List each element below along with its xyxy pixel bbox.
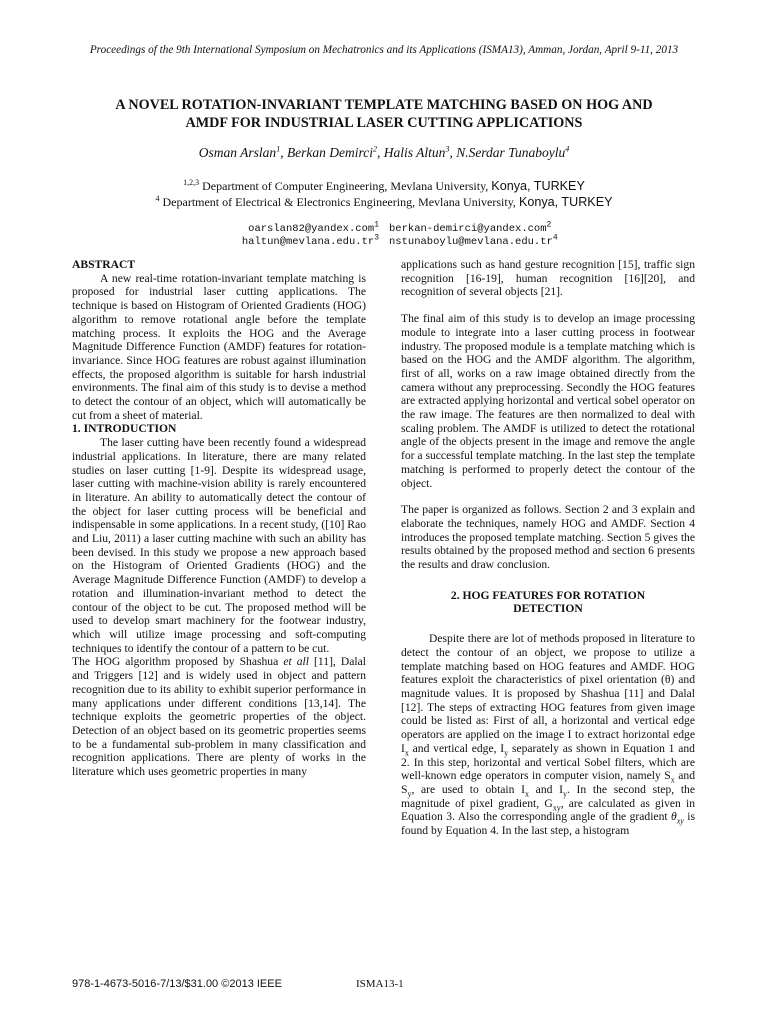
author-name: N.Serdar Tunaboylu: [456, 145, 566, 160]
author-name: Osman Arslan: [198, 145, 277, 160]
author-name: Halis Altun: [383, 145, 446, 160]
affiliation-line: [0, 178, 768, 194]
affil-location: Konya, TURKEY: [491, 179, 585, 193]
intro-paragraph-1: The laser cutting have been recently found a widespread industrial applications. In literature, there are many related studies on laser cutting [1-9]. Despite its widespread usage, laser cutting with machine-vision ability is rarely encountered in literature. An ability to automatically detect the contour of the object for laser cutting process will be beneficial and indispensable in some applications. In a recent study, ([10] Rao and Liu, 2011) a laser cutting machine with such an ability has been devised. In this study we propose a new approach based on the Histogram of Oriented Gradients (HOG) and the Average Magnitude Difference Function (AMDF) to develop a rotation and illumination-invariant method to detect the contour of the object to be cut. The proposed method will be used to develop smart machinery for the footwear industry, which will utilize image processing and soft-computing techniques to identify the contour of a pattern to be cut.: [72, 436, 366, 655]
email-address[interactable]: berkan-demirci@yandex.com: [389, 223, 547, 235]
author-affil-mark: 3: [445, 144, 450, 154]
email-address[interactable]: nstunaboylu@mevlana.edu.tr: [389, 236, 553, 248]
section-2-heading: [401, 589, 695, 616]
author-affil-mark: 1: [276, 144, 281, 154]
email-mark: 3: [374, 233, 379, 243]
email-mark: 1: [374, 220, 379, 230]
abstract-heading: ABSTRACT: [72, 258, 136, 271]
affil-mark: 1,2,3: [183, 178, 200, 187]
intro-text: [11], Dalal and Triggers [12] and is widely used in object and pattern recognition due to its ability to exhibit superior performance in many applications under different conditions [13,14]. The technique exploits the geometric properties of the object. Detection of an object based on its geometric properties seems to be a fundamental sub-problem in many classification and recognition applications. There are plenty of works in the literature which uses geometric properties in many: [72, 655, 366, 779]
author-list: Osman Arslan$^1$, Berkan Demirci$^2$, Halis Altun$^3$, N.Serdar Tunaboylu$^4$: [198, 144, 570, 160]
affil-dept: Department of Electrical & Electronics Engineering, Mevlana University,: [162, 195, 516, 209]
abstract-text: A new real-time rotation-invariant template matching is proposed for industrial laser cutting applications. The technique is based on Histogram of Oriented Gradients (HOG) algorithm to remove rotational angle before the template matching process. It exploits the HOG and the Average Magnitude Difference Function (AMDF) features for rotation-invariance. Since HOG features are robust against illumination effects, the proposed algorithm is suitable for harsh industrial environments. The final aim of this study is to devise a method to detect the contour of an object, which will automatically be cut from a sheet of material.: [72, 271, 366, 422]
right-paragraph-3: The paper is organized as follows. Section 2 and 3 explain and elaborate the techniques, namely HOG and AMDF. Section 4 introduces the proposed template matching. Section 5 gives the results obtained by the proposed method and section 6 presents the results and draw conclusion.: [401, 503, 695, 572]
affiliation-line: [0, 194, 768, 210]
section-2-heading-line: 2. HOG FEATURES FOR ROTATION: [450, 588, 646, 602]
affiliations: [0, 178, 768, 210]
intro-paragraph-2: [72, 655, 366, 778]
intro-text-italic: et all: [283, 655, 309, 669]
intro-text: The HOG algorithm proposed by Shashua: [72, 655, 279, 669]
footer-page-id: ISMA13-1: [356, 978, 404, 990]
author-affil-mark: 4: [565, 144, 570, 154]
affil-location: Konya, TURKEY: [518, 195, 613, 209]
paper-title: [60, 96, 708, 132]
left-column: [72, 258, 366, 779]
right-column: [401, 258, 695, 838]
running-head: Proceedings of the 9th International Symposium on Mechatronics and its Applications (ISMA13), Amman, Jordan, April 9-11, 2013: [89, 44, 679, 56]
email-mark: 2: [546, 220, 552, 230]
author-affil-mark: 2: [373, 144, 378, 154]
email-block: [0, 220, 768, 249]
affil-dept: Department of Computer Engineering, Mevlana University,: [202, 179, 489, 193]
author-name: Berkan Demirci: [286, 145, 374, 160]
right-paragraph-1: applications such as hand gesture recognition [15], traffic sign recognition [16-19], human recognition [16][20], and recognition of several objects [21].: [401, 258, 695, 299]
email-address[interactable]: haltun@mevlana.edu.tr: [241, 236, 375, 248]
section-2-paragraph: Despite there are lot of methods proposed in literature to detect the contour of an object, we propose to utilize a template matching based on HOG features and AMDF. HOG features exploit the characteristics of pixel orientation (θ) and magnitude values. It is proposed by Shashua [11] and Dalal [12]. The steps of extracting HOG features from given image could be listed as: First of all, a horizontal and vertical edge operators are applied on the image I to extract horizontal edge $I_x$ and vertical edge, $I_y$ separately as shown in Equation 1 and 2. In this step, horizontal and vertical Sobel filters, which are well-known edge operators in computer vision, namely $S_x$ and $S_y$, are used to obtain $I_x$ and $I_y$. In the second step, the magnitude of pixel gradient, $G_{xy}$, are calculated as given in Equation 3. Also the corresponding angle of the gradient $\theta_{xy}$ is found by Equation 4. In the last step, a histogram: [401, 632, 696, 838]
title-line-1: A NOVEL ROTATION-INVARIANT TEMPLATE MATCHING BASED ON HOG AND: [115, 97, 653, 113]
title-line-2: AMDF FOR INDUSTRIAL LASER CUTTING APPLICATIONS: [185, 115, 583, 131]
right-paragraph-2: The final aim of this study is to develop an image processing module to integrate into a laser cutting process in footwear industry. The proposed module is a template matching which is based on the HOG and the AMDF algorithm. The algorithm, first of all, works on a raw image obtained directly from the camera without any preprocessing. Secondly the HOG features are extracted applying horizontal and vertical sobel operator on the raw image. The features are then normalized to deal with scaling problem. The AMDF is utilized to detect the rotational angle of the objects present in the image and remove the angle for a successful template matching. In the last step the template matching is performed to properly detect the contour of the object.: [401, 312, 695, 490]
affil-mark: 4: [155, 194, 160, 203]
footer-isbn: 978-1-4673-5016-7/13/$31.00 ©2013 IEEE: [72, 978, 282, 990]
section-1-heading: 1. INTRODUCTION: [72, 422, 177, 436]
email-mark: 4: [552, 233, 558, 243]
section-2-heading-line: DETECTION: [513, 602, 583, 616]
email-address[interactable]: oarslan82@yandex.com: [248, 223, 375, 235]
